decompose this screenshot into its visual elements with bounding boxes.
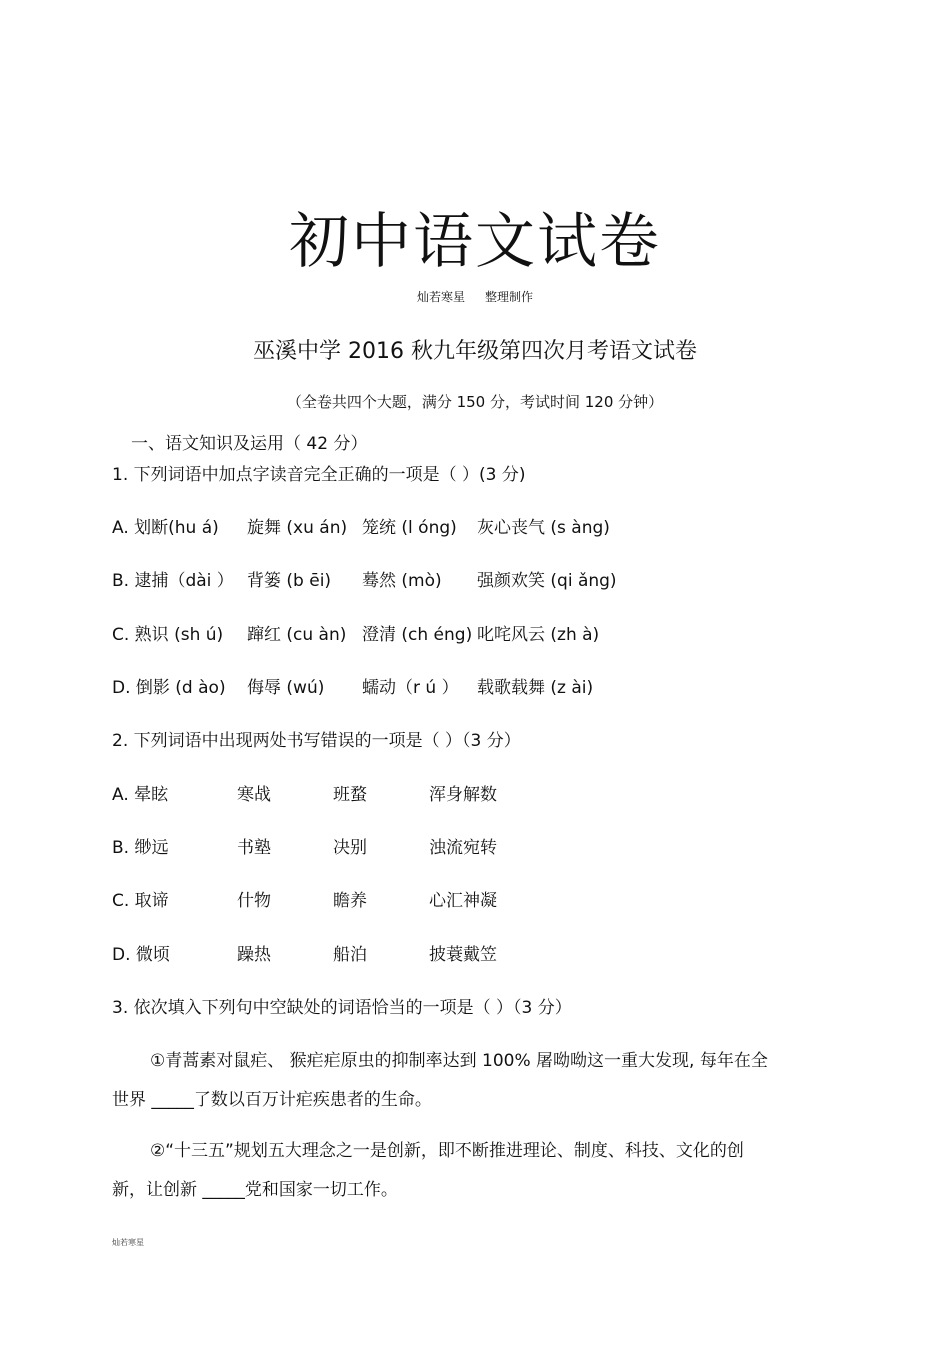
q1-option-a-1: A. 划断(hu á) (112, 518, 219, 538)
page-title: 初中语文试卷 (289, 207, 661, 277)
q1-option-d-2: 侮辱 (wú) (247, 678, 325, 698)
q2-option-a-3: 班蝥 (333, 785, 367, 805)
q1-option-d-3: 蠕动（r ú ） (362, 678, 459, 698)
q1-option-d-1: D. 倒影 (d ào) (112, 678, 226, 698)
q1-option-a-3: 笼统 (l óng) (362, 518, 457, 538)
q2-option-d-2: 躁热 (237, 945, 271, 965)
q2-option-c-4: 心汇神凝 (429, 891, 497, 911)
q1-option-a-2: 旋舞 (xu án) (247, 518, 348, 538)
q2-option-b-2: 书塾 (237, 838, 271, 858)
maker-line (0, 291, 950, 303)
exam-subtitle: 巫溪中学 2016 秋九年级第四次月考语文试卷 (253, 339, 697, 364)
q1-option-b-1: B. 逮捕（dài ） (112, 571, 234, 591)
q1-option-a-4: 灰心丧气 (s àng) (477, 518, 610, 538)
q2-option-d-1: D. 微顷 (112, 945, 170, 965)
q2-option-a-4: 浑身解数 (429, 785, 497, 805)
question-3-stem: 3. 依次填入下列句中空缺处的词语恰当的一项是（ ）（3 分） (112, 998, 572, 1018)
q3-sentence-1-line-2: 世界 _____了数以百万计疟疾患者的生命。 (112, 1090, 432, 1110)
q3-sentence-2-line-2: 新，让创新 _____党和国家一切工作。 (112, 1180, 398, 1200)
q2-option-c-1: C. 取谛 (112, 891, 169, 911)
q3-sentence-2-line-1: ②“十三五”规划五大理念之一是创新，即不断推进理论、制度、科技、文化的创 (150, 1141, 744, 1161)
q2-option-b-4: 浊流宛转 (429, 838, 497, 858)
credit-text: 整理制作 (485, 290, 534, 304)
section-heading: 一、语文知识及运用（ 42 分） (131, 434, 368, 454)
q2-option-d-4: 披蓑戴笠 (429, 945, 497, 965)
author-name: 灿若寒星 (416, 290, 465, 304)
q2-option-a-1: A. 晕眩 (112, 785, 169, 805)
q2-option-a-2: 寒战 (237, 785, 271, 805)
q2-option-c-2: 什物 (237, 891, 271, 911)
q1-option-c-3: 澄清 (ch éng) (362, 625, 473, 645)
q2-option-c-3: 瞻养 (333, 891, 367, 911)
q3-sentence-1-line-1: ①青蒿素对鼠疟、 猴疟疟原虫的抑制率达到 100% 屠呦呦这一重大发现, 每年在全 (150, 1051, 768, 1071)
q1-option-c-4: 叱咤风云 (zh à) (477, 625, 600, 645)
q2-option-b-3: 决别 (333, 838, 367, 858)
q1-option-b-4: 强颜欢笑 (qi ǎng) (477, 571, 617, 591)
question-2-stem: 2. 下列词语中出现两处书写错误的一项是（ ）（3 分） (112, 731, 521, 751)
question-1-stem: 1. 下列词语中加点字读音完全正确的一项是（ ）(3 分) (112, 465, 526, 485)
exam-note: （全卷共四个大题，满分 150 分，考试时间 120 分钟） (286, 393, 664, 411)
q1-option-c-2: 蹿红 (cu àn) (247, 625, 347, 645)
q1-option-b-3: 蓦然 (mò) (362, 571, 442, 591)
q2-option-d-3: 船泊 (333, 945, 367, 965)
q1-option-d-4: 载歌载舞 (z ài) (477, 678, 594, 698)
q1-option-c-1: C. 熟识 (sh ú) (112, 625, 224, 645)
page-footer: 灿若寒星 (112, 1238, 144, 1247)
q1-option-b-2: 背篓 (b ēi) (247, 571, 332, 591)
q2-option-b-1: B. 缈远 (112, 838, 169, 858)
